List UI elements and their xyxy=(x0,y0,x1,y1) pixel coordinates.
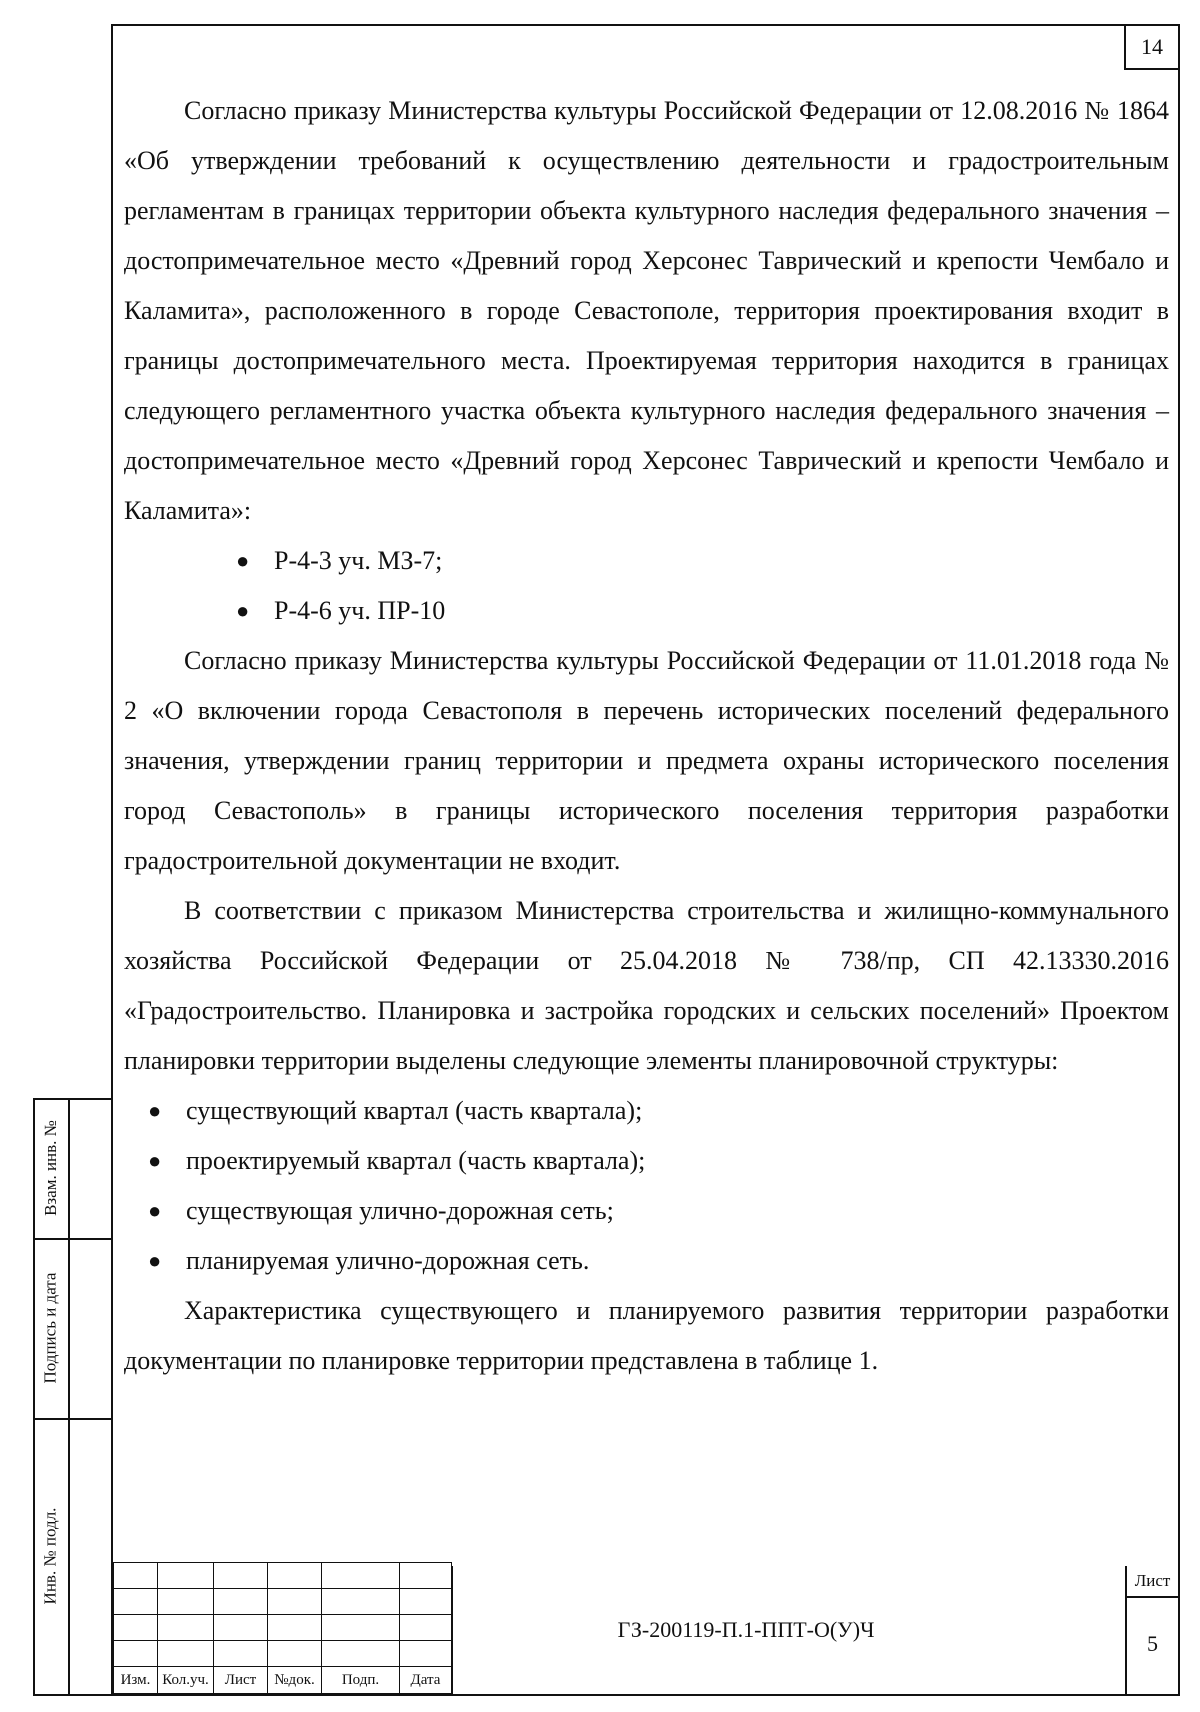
bullet-icon: ● xyxy=(236,548,250,573)
stamp-original-inventory: Инв. № подл. xyxy=(40,1507,60,1605)
title-block xyxy=(113,1566,1178,1694)
bullet-icon: ● xyxy=(148,1148,162,1173)
regulation-section-list xyxy=(124,536,1169,636)
list-item: ● существующий квартал (часть квартала); xyxy=(124,1086,1169,1136)
list-item: ● планируемая улично-дорожная сеть. xyxy=(124,1236,1169,1286)
page-number: 14 xyxy=(1124,24,1180,70)
col-label: Изм. xyxy=(114,1667,158,1694)
paragraph-planning-structure: В соответствии с приказом Министерства строительства и жилищно-коммунального хозяйства Российской Федерации от 25.04.2018 № 738/пр, СП 42.13330.2016 «Градостроительство. Планировка и застройка городских и сельских поселений» Проектом планировки территории выделены следующие элементы планировочной структуры: xyxy=(124,896,1169,1075)
sheet-number: 5 xyxy=(1147,1631,1158,1656)
document-body xyxy=(124,86,1169,1386)
sheet-box xyxy=(1125,1566,1178,1694)
bullet-icon: ● xyxy=(148,1098,162,1123)
list-item: ● Р-4-3 уч. МЗ-7; xyxy=(124,536,1169,586)
sheet-label: Лист xyxy=(1127,1566,1178,1598)
paragraph-cultural-heritage: Согласно приказу Министерства культуры Российской Федерации от 12.08.2016 № 1864 «Об утверждении требований к осуществлению деятельности и градостроительным регламентам в границах территории объекта культурного наследия федерального значения – достопримечательное место «Древний город Херсонес Таврический и крепости Чембало и Каламита», расположенного в городе Севастополе, территория проектирования входит в границы достопримечательного места. Проектируемая территория находится в границах следующего регламентного участка объекта культурного наследия федерального значения – достопримечательное место «Древний город Херсонес Таврический и крепости Чембало и Каламита»: xyxy=(124,96,1169,525)
structure-element-list xyxy=(124,1086,1169,1286)
bullet-icon: ● xyxy=(236,598,250,623)
stamp-signature-date: Подпись и дата xyxy=(40,1272,60,1384)
list-item: ● существующая улично-дорожная сеть; xyxy=(124,1186,1169,1236)
list-item: ● проектируемый квартал (часть квартала); xyxy=(124,1136,1169,1186)
col-label: Лист xyxy=(214,1667,268,1694)
paragraph-table-reference: Характеристика существующего и планируемого развития территории разработки документации по планировке территории представлена в таблице 1. xyxy=(124,1296,1169,1375)
side-stamp xyxy=(33,1098,113,1696)
page-frame xyxy=(111,24,1180,1696)
list-item: ● Р-4-6 уч. ПР-10 xyxy=(124,586,1169,636)
paragraph-historic-settlement: Согласно приказу Министерства культуры Российской Федерации от 11.01.2018 года № 2 «О включении города Севастополя в перечень исторических поселений федерального значения, утверждении границ территории и предмета охраны исторического поселения город Севастополь» в границы исторического поселения территория разработки градостроительной документации не входит. xyxy=(124,646,1169,875)
revision-table xyxy=(113,1562,452,1694)
col-label: Подп. xyxy=(322,1667,400,1694)
col-label: №док. xyxy=(268,1667,322,1694)
col-label: Кол.уч. xyxy=(158,1667,214,1694)
document-code: ГЗ-200119-П.1-ППТ-О(У)Ч xyxy=(451,1566,1039,1694)
col-label: Дата xyxy=(400,1667,452,1694)
bullet-icon: ● xyxy=(148,1248,162,1273)
bullet-icon: ● xyxy=(148,1198,162,1223)
stamp-replace-inventory: Взам. инв. № xyxy=(40,1120,60,1216)
